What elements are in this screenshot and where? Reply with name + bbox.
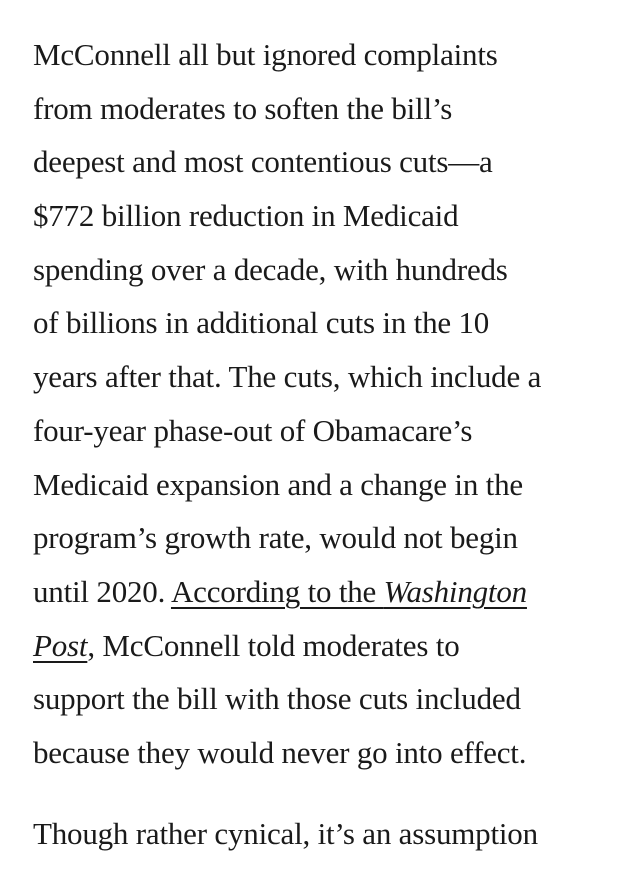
text-line: support the bill with those cuts included <box>33 681 521 717</box>
paragraph <box>33 28 633 780</box>
text-line: Medicaid expansion and a change in the <box>33 466 523 502</box>
article-body <box>33 28 633 860</box>
text-line: spending over a decade, with hundreds <box>33 251 508 287</box>
link-text-italic: Post <box>33 627 88 663</box>
washington-post-link[interactable] <box>171 574 527 609</box>
text-line <box>33 619 633 673</box>
text-line <box>33 565 633 619</box>
text-line: program’s growth rate, would not begin <box>33 520 518 556</box>
washington-post-link-continued[interactable] <box>33 628 87 663</box>
paragraph-gap <box>33 780 633 807</box>
link-text: According to the <box>170 573 384 609</box>
text-line: Though rather cynical, it’s an assumption <box>33 815 538 851</box>
link-text-italic: Washington <box>383 573 527 609</box>
text-fragment: until 2020. <box>33 573 171 609</box>
text-line: McConnell all but ignored complaints <box>33 37 498 72</box>
paragraph <box>33 807 633 861</box>
text-line: because they would never go into effect. <box>33 734 527 770</box>
text-line: from moderates to soften the bill’s <box>33 90 453 126</box>
text-line: of billions in additional cuts in the 10 <box>33 305 490 341</box>
text-line: $772 billion reduction in Medicaid <box>33 198 459 234</box>
text-line: four-year phase-out of Obamacare’s <box>33 412 473 448</box>
text-line: deepest and most contentious cuts—a <box>33 144 493 180</box>
text-line: years after that. The cuts, which include a <box>33 359 542 395</box>
text-fragment: , McConnell told moderates to <box>87 627 460 663</box>
